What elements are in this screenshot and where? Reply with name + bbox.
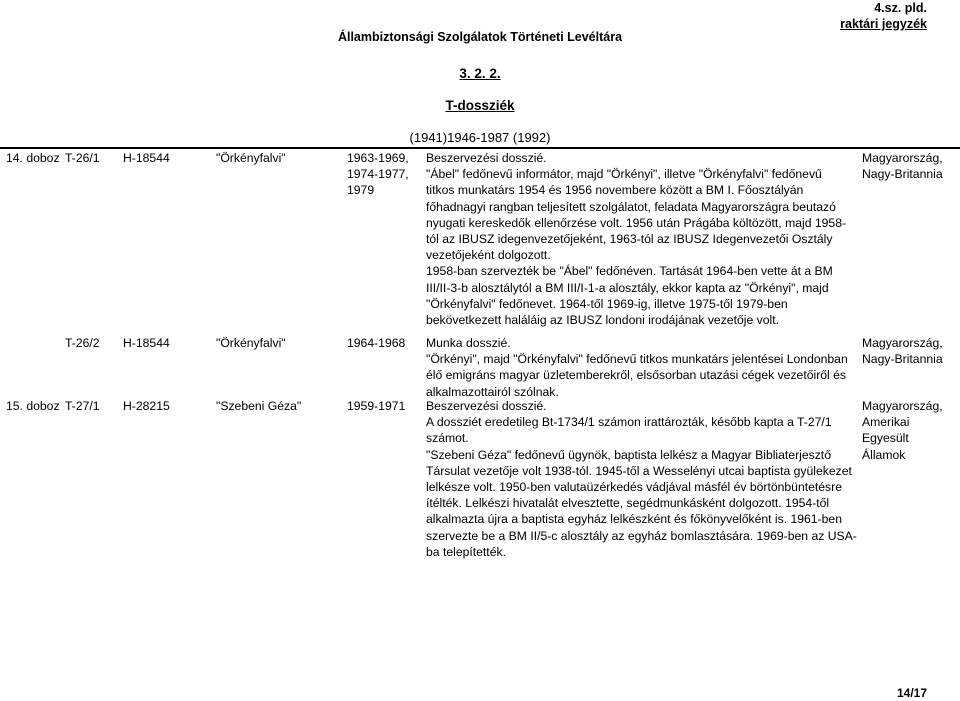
description-line: tól az IBUSZ idegenvezetőjeként, 1963-tól az IBUSZ Idegenvezetői Osztály — [426, 232, 833, 247]
description-cell — [426, 150, 858, 328]
country-line: Magyarország, — [862, 399, 943, 413]
codename-cell: "Szebeni Géza" — [216, 399, 302, 413]
description-line: Munka dosszié. — [426, 336, 511, 350]
ref-cell: H-18544 — [123, 336, 170, 350]
description-line: élő emigráns magyar üzletemberekről, elsősorban utazási cégek vezetőiről és — [426, 368, 846, 383]
description-line: A dossziét eredetileg Bt-1734/1 számon irattározták, később kapta a T-27/1 — [426, 415, 832, 430]
country-line: Amerikai Egyesült — [862, 415, 910, 446]
description-line: "Örkényi", majd "Örkényfalvi" fedőnevű titkos munkatárs jelentései Londonban — [426, 352, 848, 367]
description-line: lelkésze volt. 1950-ben valutaüzérkedés vádjával másfél év börtönbüntetésre — [426, 480, 842, 495]
description-line: szervezte be a BM II/5-c alosztály az egyház bomlasztására. 1969-ben az USA- — [426, 528, 857, 543]
description-cell — [426, 335, 858, 400]
description-line: alkalmazottairól szólnak. — [426, 384, 559, 399]
years-cell — [347, 150, 409, 199]
country-line: Államok — [862, 447, 906, 462]
description-line: bekövetkezett haláláig az IBUSZ londoni irodájának vezetője volt. — [426, 313, 779, 328]
description-line: "Ábel" fedőnevű informátor, majd "Örkényi", illetve "Örkényfalvi" fedőnevű — [426, 167, 822, 182]
years-line: 1959-1971 — [347, 399, 406, 413]
codename-cell: "Örkényfalvi" — [216, 151, 286, 165]
section-number: 3. 2. 2. — [459, 66, 501, 81]
years-line: 1979 — [347, 183, 375, 198]
description-line: Társulat vezetője volt 1938-tól. 1945-től a Wesselényi utcai baptista gyülekezet — [426, 463, 852, 478]
years-line: 1963-1969, — [347, 151, 409, 165]
description-line: főhadnagyi rangban teljesített szolgálatot, feladata Magyarországra beutazó — [426, 199, 836, 214]
description-cell — [426, 398, 858, 560]
description-line: 1958-ban szervezték be "Ábel" fedőnéven. Tartását 1964-ben vette át a BM — [426, 264, 833, 279]
ref-cell: H-28215 — [123, 399, 170, 413]
years-cell — [347, 335, 405, 351]
years-line: 1964-1968 — [347, 336, 406, 350]
date-range: (1941)1946-1987 (1992) — [409, 130, 551, 145]
description-line: vezetőjeként dolgozott. — [426, 248, 551, 263]
section-title: T-dossziék — [445, 98, 515, 113]
description-line: Beszervezési dosszié. — [426, 151, 547, 165]
description-line: nyugati kereskedők ellenőrzése volt. 1956 után Prágába költözött, majd 1958- — [426, 215, 847, 230]
description-line: "Örkényfalvi" fedőnevet. 1964-től 1969-ig, illetve 1975-től 1979-ben — [426, 296, 788, 311]
country-cell — [862, 398, 958, 463]
code-cell: T-27/1 — [65, 399, 100, 413]
institution-name: Állambiztonsági Szolgálatok Történeti Levéltára — [337, 30, 623, 44]
description-line: III/II-3-b alosztálytól a BM III/I-1-a alosztály, ekkor kapta az "Örkényi", majd — [426, 280, 829, 295]
years-line: 1974-1977, — [347, 167, 409, 182]
box-cell: 14. doboz — [6, 151, 60, 165]
country-line: Nagy-Britannia — [862, 352, 943, 367]
header-divider — [0, 147, 960, 149]
description-line: titkos munkatárs 1954 és 1956 novembere között a BM I. Főosztályán — [426, 183, 804, 198]
country-cell — [862, 335, 958, 367]
description-line: ba telepítették. — [426, 544, 506, 559]
country-line: Magyarország, — [862, 336, 943, 350]
description-line: ítélték. Lelkészi hivatalát elvesztette, segédmunkásként dolgozott. 1954-től — [426, 496, 830, 511]
code-cell: T-26/2 — [65, 336, 100, 350]
codename-cell: "Örkényfalvi" — [216, 336, 286, 350]
page-copy-label: 4.sz. pld. — [874, 1, 927, 15]
document-type-label: raktári jegyzék — [840, 17, 927, 31]
country-cell — [862, 150, 958, 182]
years-cell — [347, 398, 405, 414]
box-cell: 15. doboz — [6, 399, 60, 413]
page-number: 14/17 — [896, 686, 927, 700]
country-line: Magyarország, — [862, 151, 943, 165]
document-header-right — [840, 0, 927, 32]
description-line: Beszervezési dosszié. — [426, 399, 547, 413]
description-line: "Szebeni Géza" fedőnevű ügynök, baptista lelkész a Magyar Bibliaterjesztő — [426, 447, 831, 462]
description-line: számot. — [426, 431, 469, 446]
ref-cell: H-18544 — [123, 151, 170, 165]
country-line: Nagy-Britannia — [862, 167, 943, 182]
description-line: alkalmazta újra a baptista egyház lelkészként és főkönyvelőként is. 1961-ben — [426, 512, 842, 527]
code-cell: T-26/1 — [65, 151, 100, 165]
